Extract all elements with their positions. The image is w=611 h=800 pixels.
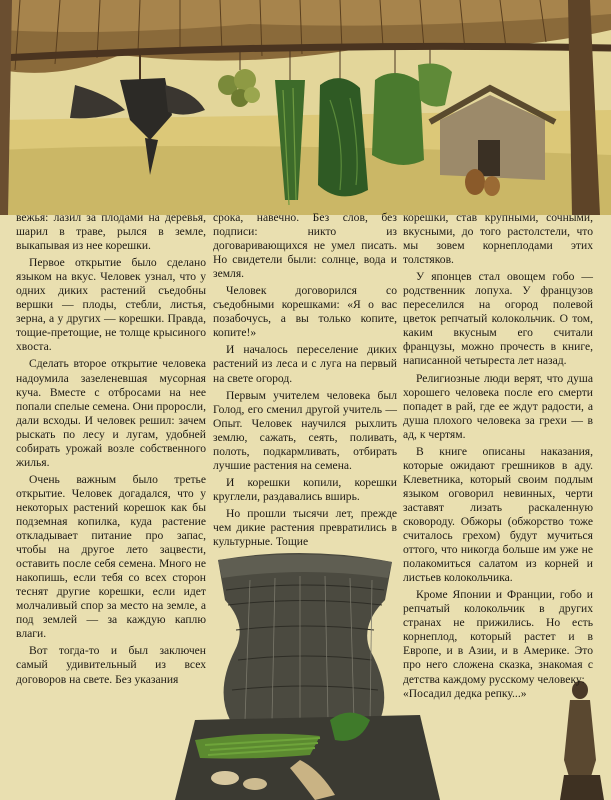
paragraph: Человек договорился со съедобными корешками: «Я о вас позабочусь, а вы только копите, копите!» (213, 284, 397, 340)
paragraph: корешки, став крупными, сочными, вкусными, до того растолстели, что мы зовем корнеплодами этих толстяков. (403, 211, 593, 267)
paragraph: Первым учителем человека был Голод, его сменил другой учитель — Опыт. Человек научился рыхлить землю, сажать, сеять, поливать, полоть, подкармливать, отбирать лучшие растения на семена. (213, 388, 397, 472)
paragraph: Первое открытие было сделано языком на вкус. Человек узнал, что у одних диких растений съедобны вершки — плоды, стебли, листья, зерна, а у других — корешки. Правда, тощие-претощие, не толще крысиного хвоста. (16, 256, 206, 354)
paragraph: И корешки копили, корешки круглели, раздавались вширь. (213, 475, 397, 503)
paragraph: Очень важным было третье открытие. Человек догадался, что у некоторых растений корешок как бы подземная копилка, куда растение откладывает питание про запас, чтобы на другое лето зацвести, оставить после себя семена. Много не накопишь, если тебя со всех сторон теснят другие корешки, если идет молчаливый спор за место на земле, а под землей — за каждую каплю влаги. (16, 472, 206, 641)
paragraph: Религиозные люди верят, что душа хорошего человека после его смерти попадет в рай, где ее ждут радости, а душа плохого человека за грехи — в ад, к чертям. (403, 371, 593, 441)
paragraph: срока, навечно. Без слов, без подписи: никто из договаривающихся не умел писать. Но свидетели были: солнце, вода и земля. (213, 211, 397, 281)
text-column-3 (403, 211, 593, 701)
paragraph: У японцев стал овощем гобо — родственник лопуха. У французов переселился на огород полевой цветок репчатый колокольчик. О том, каким вкусным его считали французы, можно прочесть в книге, написанной четыреста лет назад. (403, 270, 593, 368)
paragraph: Но прошли тысячи лет, прежде чем дикие растения превратились в культурные. Тощие (213, 506, 397, 549)
woven-pot-scene (175, 553, 440, 800)
paragraph: И началось переселение диких растений из леса и с луга на первый на свете огород. (213, 343, 397, 385)
paragraph: В книге описаны наказания, которые ожидают грешников в аду. Клеветника, который своим подлым языком оговорил невинных, черти заставят лизать раскаленную сковороду. Обжоры (обжорство тоже считалось грехом) будут мучиться оттого, что никогда больше им уже не полакомиться салатом из корней и листьев колокольчика. (403, 444, 593, 585)
paragraph: Сделать второе открытие человека надоумила зазеленевшая мусорная куча. Вместе с отбросами на нее попали спелые семена. Они проросли, дали всходы. И человек решил: зачем рыскать по лесу и лугам, удобней собирать урожай возле собственного жилья. (16, 357, 206, 469)
thatched-roof-scene (0, 0, 611, 215)
paragraph: Кроме Японии и Франции, гобо и репчатый колокольчик в других странах не прижились. Но есть корнеплод, который растет и в Европе, и в Азии, и в Америке. Это про него сложена сказка, знакомая с детства каждому русскому человеку: (403, 588, 593, 686)
text-column-2 (213, 211, 397, 549)
text-column-1 (16, 211, 206, 687)
paragraph: Вот тогда-то и был заключен самый удивительный из всех договоров на свете. Без указания (16, 644, 206, 686)
paragraph: вежья: лазил за плодами на деревья, шарил в траве, рылся в земле, выкапывая из нее корешки. (16, 211, 206, 253)
fairy-tale-quote: «Посадил дедка репку...» (403, 686, 527, 700)
